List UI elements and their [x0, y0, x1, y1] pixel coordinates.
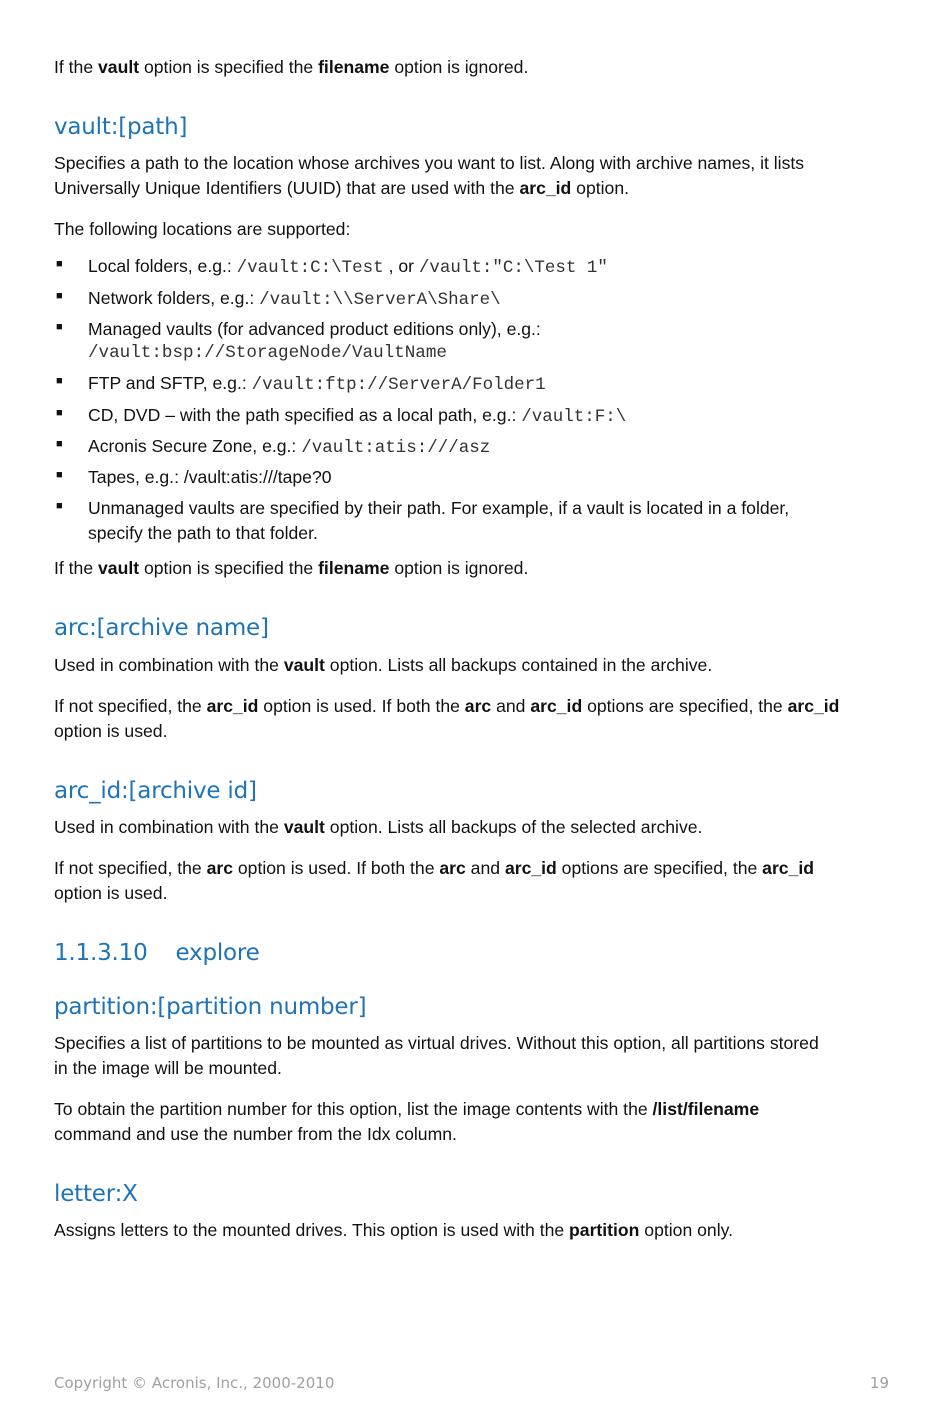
bold-term: filename: [318, 57, 390, 77]
text: specify the path to that folder.: [88, 523, 318, 543]
text: and: [491, 696, 531, 716]
list-item: [54, 496, 884, 546]
bold-term: arc_id: [787, 696, 840, 716]
heading-arc-id: arc_id:[archive id]: [54, 778, 257, 804]
text: , or: [383, 256, 419, 276]
arc-id-p1: [54, 815, 702, 840]
text: FTP and SFTP, e.g.:: [88, 373, 252, 393]
text: options are specified, the: [582, 696, 788, 716]
text: Unmanaged vaults are specified by their path. For example, if a vault is located in a folder,: [88, 498, 790, 518]
partition-p1-line2: in the image will be mounted.: [54, 1058, 282, 1078]
vault-note: [54, 556, 528, 581]
bold-term: /list/filename: [652, 1099, 760, 1119]
code: /vault:C:\Test: [236, 258, 384, 278]
list-item: [54, 465, 884, 490]
arc-p1: [54, 653, 712, 678]
section-title: explore: [175, 940, 260, 966]
text: Universally Unique Identifiers (UUID) that are used with the: [54, 178, 520, 198]
bullet-icon: ■: [56, 407, 63, 419]
bold-term: vault: [98, 558, 140, 578]
text: Local folders, e.g.:: [88, 256, 237, 276]
partition-p1-line1: Specifies a list of partitions to be mounted as virtual drives. Without this option, all partitions stored: [54, 1033, 819, 1053]
text: CD, DVD – with the path specified as a local path, e.g.:: [88, 405, 522, 425]
code: /vault:"C:\Test 1": [418, 258, 608, 278]
bold-term: arc_id: [530, 696, 583, 716]
list-item: [54, 317, 884, 367]
text: If not specified, the: [54, 858, 207, 878]
bold-term: arc: [206, 858, 233, 878]
bold-term: vault: [283, 655, 325, 675]
text: Tapes, e.g.: /vault:atis:///tape?0: [88, 467, 332, 487]
section-number: 1.1.3.10: [54, 940, 148, 966]
heading-partition: partition:[partition number]: [54, 994, 367, 1020]
list-item: [54, 434, 884, 459]
vault-desc-line1: Specifies a path to the location whose archives you want to list. Along with archive names, it lists: [54, 153, 805, 173]
heading-letter: letter:X: [54, 1181, 138, 1207]
intro-note: [54, 55, 528, 80]
text: If not specified, the: [54, 696, 207, 716]
vault-desc-line2: [54, 176, 629, 201]
text: Network folders, e.g.:: [88, 288, 260, 308]
heading-arc: arc:[archive name]: [54, 615, 269, 641]
code: /vault:F:\: [521, 407, 627, 427]
supported-locations-intro: The following locations are supported:: [54, 219, 351, 239]
text: option only.: [639, 1220, 733, 1240]
bold-term: arc_id: [206, 696, 259, 716]
bullet-icon: ■: [56, 258, 63, 270]
bullet-icon: ■: [56, 469, 63, 481]
arc-p2-line2: option is used.: [54, 721, 168, 741]
code: /vault:atis:///asz: [301, 438, 491, 458]
partition-p2-line1: [54, 1097, 759, 1122]
code: /vault:\\ServerA\Share\: [259, 290, 501, 310]
bold-term: vault: [98, 57, 140, 77]
text: option is specified the: [139, 558, 319, 578]
arc-id-p2-line2: option is used.: [54, 883, 168, 903]
code: /vault:ftp://ServerA/Folder1: [251, 375, 546, 395]
text: To obtain the partition number for this option, list the image contents with the: [54, 1099, 653, 1119]
list-item: [54, 254, 884, 279]
code: /vault:bsp://StorageNode/VaultName: [88, 343, 447, 363]
bold-term: partition: [569, 1220, 640, 1240]
bullet-icon: ■: [56, 321, 63, 333]
text: option. Lists all backups of the selected archive.: [324, 817, 703, 837]
bold-term: arc_id: [762, 858, 815, 878]
bold-term: arc_id: [519, 178, 572, 198]
bullet-icon: ■: [56, 438, 63, 450]
heading-vault-path: vault:[path]: [54, 114, 188, 140]
text: Used in combination with the: [54, 655, 284, 675]
partition-p2-line2: command and use the number from the Idx column.: [54, 1124, 457, 1144]
arc-id-p2-line1: [54, 856, 814, 881]
footer-copyright: Copyright © Acronis, Inc., 2000-2010: [54, 1374, 335, 1392]
list-item: [54, 286, 884, 311]
footer-page-number: 19: [869, 1374, 889, 1392]
arc-p2-line1: [54, 694, 839, 719]
text: and: [465, 858, 505, 878]
text: Managed vaults (for advanced product editions only), e.g.:: [88, 319, 541, 339]
bold-term: filename: [318, 558, 390, 578]
letter-p: [54, 1218, 733, 1243]
list-item: [54, 403, 884, 428]
bullet-icon: ■: [56, 375, 63, 387]
bold-term: vault: [283, 817, 325, 837]
bullet-icon: ■: [56, 290, 63, 302]
text: If the: [54, 57, 99, 77]
text: options are specified, the: [556, 858, 763, 878]
text: option is specified the: [139, 57, 319, 77]
bold-term: arc_id: [504, 858, 557, 878]
section-heading-explore: [54, 938, 260, 968]
text: If the: [54, 558, 99, 578]
text: Acronis Secure Zone, e.g.:: [88, 436, 302, 456]
bold-term: arc: [464, 696, 492, 716]
bullet-icon: ■: [56, 500, 63, 512]
text: option is ignored.: [389, 558, 529, 578]
text: Used in combination with the: [54, 817, 284, 837]
text: option. Lists all backups contained in the archive.: [324, 655, 713, 675]
bold-term: arc: [439, 858, 466, 878]
list-item: [54, 371, 884, 396]
text: option is used. If both the: [258, 696, 465, 716]
text: Assigns letters to the mounted drives. This option is used with the: [54, 1220, 570, 1240]
text: option is used. If both the: [233, 858, 440, 878]
text: option is ignored.: [389, 57, 529, 77]
text: option.: [571, 178, 630, 198]
